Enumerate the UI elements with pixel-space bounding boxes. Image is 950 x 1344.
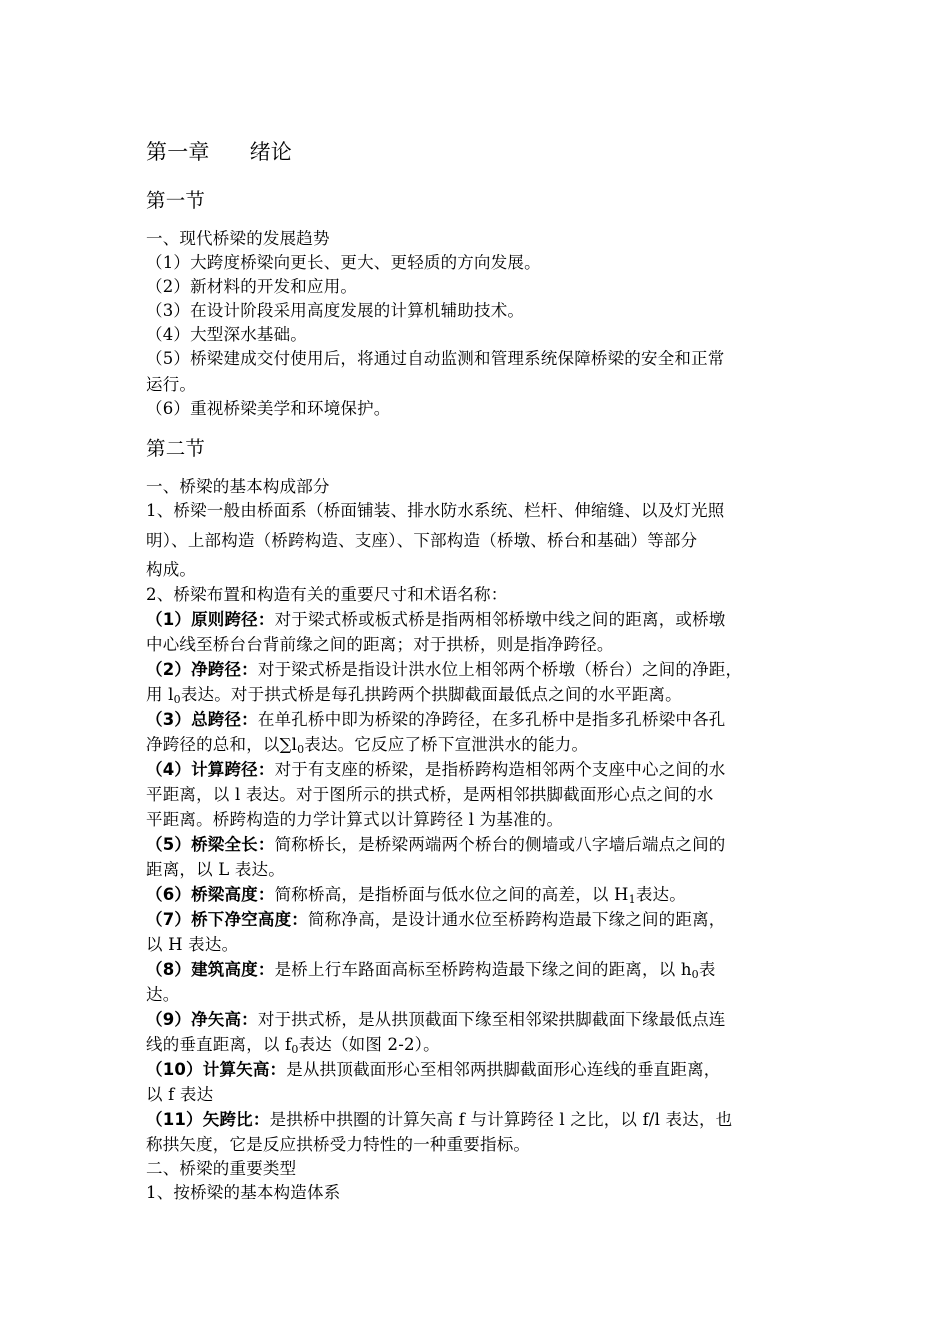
chapter-number: 第一章 xyxy=(146,140,210,164)
paragraph-line: 1、桥梁一般由桥面系（桥面铺装、排水防水系统、栏杆、伸缩缝、以及灯光照 xyxy=(146,501,725,520)
term-text: 表 xyxy=(698,960,716,979)
term-text: 对于拱式桥，是从拱顶截面下缘至相邻梁拱脚截面下缘最低点连 xyxy=(257,1010,726,1029)
term-item xyxy=(146,1108,732,1132)
term-label: （1）原则跨径： xyxy=(146,610,275,629)
list-item: （1）大跨度桥梁向更长、更大、更轻质的方向发展。 xyxy=(146,253,541,272)
list-item: （5）桥梁建成交付使用后，将通过自动监测和管理系统保障桥梁的安全和正常 xyxy=(146,349,725,368)
section-subtitle: 一、现代桥梁的发展趋势 xyxy=(146,229,330,248)
term-text: 简称桥长，是桥梁两端两个桥台的侧墙或八字墙后端点之间的 xyxy=(274,835,726,854)
subscript: 0 xyxy=(173,693,181,706)
list-item: （6）重视桥梁美学和环境保护。 xyxy=(146,399,391,418)
term-label: （3）总跨径： xyxy=(146,710,258,729)
list-item: （4）大型深水基础。 xyxy=(146,325,307,344)
term-label: （9）净矢高： xyxy=(146,1010,258,1029)
term-item xyxy=(146,958,716,987)
term-label: （10）计算矢高： xyxy=(146,1060,287,1079)
paragraph-line: 2、桥梁布置和构造有关的重要尺寸和术语名称： xyxy=(146,585,508,604)
term-label: （2）净跨径： xyxy=(146,660,258,679)
term-label: （6）桥梁高度： xyxy=(146,885,275,904)
term-item xyxy=(146,833,726,857)
term-text: 在单孔桥中即为桥梁的净跨径，在多孔桥中是指多孔桥梁中各孔 xyxy=(257,710,726,729)
section-heading: 第二节 xyxy=(146,437,206,460)
section-subtitle: 一、桥梁的基本构成部分 xyxy=(146,477,330,496)
term-label: （8）建筑高度： xyxy=(146,960,275,979)
term-item xyxy=(146,908,725,932)
subscript: 0 xyxy=(297,743,305,756)
term-text-line: 距离，以 L 表达。 xyxy=(146,860,285,879)
term-text: 表达（如图 2-2）。 xyxy=(298,1035,440,1054)
paragraph-line: 构成。 xyxy=(146,560,197,579)
term-text-line: 平距离，以 l 表达。对于图所示的拱式桥，是两相邻拱脚截面形心点之间的水 xyxy=(146,785,714,804)
term-text: 简称净高，是设计通水位至桥跨构造最下缘之间的距离， xyxy=(307,910,726,929)
subscript: 0 xyxy=(291,1043,299,1056)
term-item xyxy=(146,658,742,682)
term-text: 对于有支座的桥梁，是指桥跨构造相邻两个支座中心之间的水 xyxy=(274,760,726,779)
subscript: 1 xyxy=(628,893,636,906)
paragraph-line: 明）、上部构造（桥跨构造、支座）、下部构造（桥墩、桥台和基础）等部分 xyxy=(146,531,698,550)
term-text: 表达。对于拱式桥是每孔拱跨两个拱脚截面最低点之间的水平距离。 xyxy=(180,685,682,704)
paragraph-line: 1、按桥梁的基本构造体系 xyxy=(146,1183,341,1202)
term-text: 是桥上行车路面高标至桥跨构造最下缘之间的距离，以 h xyxy=(274,960,692,979)
term-text: 线的垂直距离，以 f xyxy=(146,1035,292,1054)
term-item xyxy=(146,758,726,782)
list-item: （2）新材料的开发和应用。 xyxy=(146,277,358,296)
term-item xyxy=(146,1008,726,1032)
term-text: 表达。 xyxy=(635,885,686,904)
term-item xyxy=(146,1058,720,1082)
term-label: （11）矢跨比： xyxy=(146,1110,270,1129)
term-text: 净跨径的总和，以∑l xyxy=(146,735,298,754)
term-label: （5）桥梁全长： xyxy=(146,835,275,854)
term-label: （4）计算跨径： xyxy=(146,760,275,779)
term-text-line: 以 f 表达 xyxy=(146,1085,214,1104)
list-item: （3）在设计阶段采用高度发展的计算机辅助技术。 xyxy=(146,301,525,320)
chapter-name: 绪论 xyxy=(249,140,293,164)
term-text: 用 l xyxy=(146,685,174,704)
subscript: 0 xyxy=(691,968,699,981)
term-text: 是从拱顶截面形心至相邻两拱脚截面形心连线的垂直距离， xyxy=(286,1060,721,1079)
list-item: 运行。 xyxy=(146,375,197,394)
section-heading: 第一节 xyxy=(146,189,206,212)
term-text: 是拱桥中拱圈的计算矢高 f 与计算跨径 l 之比，以 f/l 表达，也 xyxy=(269,1110,733,1129)
term-item xyxy=(146,608,726,632)
term-text-line: 平距离。桥跨构造的力学计算式以计算跨径 l 为基准的。 xyxy=(146,810,564,829)
term-text-line: 达。 xyxy=(146,985,180,1004)
term-text-line: 以 H 表达。 xyxy=(146,935,239,954)
term-text: 表达。它反应了桥下宣泄洪水的能力。 xyxy=(304,735,589,754)
term-text: 对于梁式桥是指设计洪水位上相邻两个桥墩（桥台）之间的净距， xyxy=(257,660,743,679)
chapter-heading xyxy=(146,138,292,166)
term-item xyxy=(146,708,726,732)
term-label: （7）桥下净空高度： xyxy=(146,910,308,929)
term-text-line: 称拱矢度，它是反应拱桥受力特性的一种重要指标。 xyxy=(146,1135,531,1154)
section-subtitle: 二、桥梁的重要类型 xyxy=(146,1159,297,1178)
term-text: 简称桥高，是指桥面与低水位之间的高差，以 H xyxy=(274,885,629,904)
term-text: 对于梁式桥或板式桥是指两相邻桥墩中线之间的距离，或桥墩 xyxy=(274,610,726,629)
term-text-line: 中心线至桥台台背前缘之间的距离；对于拱桥，则是指净跨径。 xyxy=(146,635,614,654)
